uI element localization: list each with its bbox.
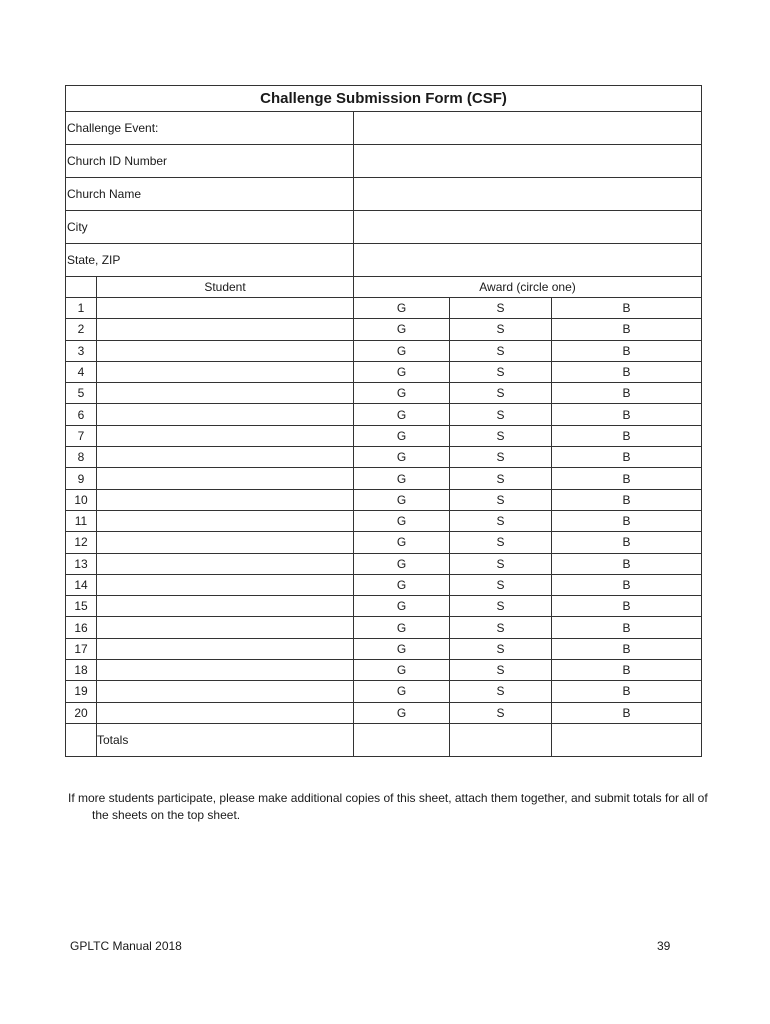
table-row	[66, 447, 702, 468]
row-number: 14	[66, 574, 97, 595]
award-silver-option[interactable]: S	[450, 468, 552, 489]
footer-page-number: 39	[657, 939, 671, 953]
field-entry[interactable]	[354, 178, 702, 211]
table-row	[66, 596, 702, 617]
field-label: State, ZIP	[66, 244, 354, 277]
award-bronze-option[interactable]: B	[552, 681, 702, 702]
field-entry[interactable]	[354, 145, 702, 178]
award-silver-option[interactable]: S	[450, 617, 552, 638]
award-silver-option[interactable]: S	[450, 681, 552, 702]
student-name-cell[interactable]	[97, 383, 354, 404]
student-name-cell[interactable]	[97, 532, 354, 553]
field-entry[interactable]	[354, 112, 702, 145]
totals-row	[66, 723, 702, 756]
award-bronze-option[interactable]: B	[552, 489, 702, 510]
award-gold-option[interactable]: G	[354, 702, 450, 723]
award-bronze-option[interactable]: B	[552, 383, 702, 404]
row-number-header	[66, 277, 97, 298]
award-silver-option[interactable]: S	[450, 510, 552, 531]
student-name-cell[interactable]	[97, 596, 354, 617]
award-gold-option[interactable]: G	[354, 489, 450, 510]
row-number: 11	[66, 510, 97, 531]
award-silver-option[interactable]: S	[450, 340, 552, 361]
row-number: 9	[66, 468, 97, 489]
award-silver-option[interactable]: S	[450, 383, 552, 404]
field-label: Church Name	[66, 178, 354, 211]
row-number: 20	[66, 702, 97, 723]
award-gold-option[interactable]: G	[354, 681, 450, 702]
table-row	[66, 404, 702, 425]
student-name-cell[interactable]	[97, 681, 354, 702]
student-name-cell[interactable]	[97, 319, 354, 340]
table-row	[66, 617, 702, 638]
table-row	[66, 574, 702, 595]
award-bronze-option[interactable]: B	[552, 468, 702, 489]
award-silver-option[interactable]: S	[450, 319, 552, 340]
field-row	[66, 145, 702, 178]
award-bronze-option[interactable]: B	[552, 660, 702, 681]
award-gold-option[interactable]: G	[354, 532, 450, 553]
award-bronze-option[interactable]: B	[552, 510, 702, 531]
field-row	[66, 178, 702, 211]
table-row	[66, 510, 702, 531]
student-name-cell[interactable]	[97, 660, 354, 681]
field-row	[66, 244, 702, 277]
award-silver-option[interactable]: S	[450, 404, 552, 425]
award-bronze-option[interactable]: B	[552, 340, 702, 361]
award-silver-option[interactable]: S	[450, 574, 552, 595]
row-number: 16	[66, 617, 97, 638]
field-entry[interactable]	[354, 211, 702, 244]
award-bronze-option[interactable]: B	[552, 553, 702, 574]
table-row	[66, 383, 702, 404]
totals-silver-cell[interactable]	[450, 723, 552, 756]
student-name-cell[interactable]	[97, 617, 354, 638]
award-bronze-option[interactable]: B	[552, 638, 702, 659]
student-name-cell[interactable]	[97, 553, 354, 574]
table-row	[66, 553, 702, 574]
award-silver-option[interactable]: S	[450, 425, 552, 446]
table-row	[66, 361, 702, 382]
student-name-cell[interactable]	[97, 489, 354, 510]
award-gold-option[interactable]: G	[354, 574, 450, 595]
award-gold-option[interactable]: G	[354, 383, 450, 404]
row-number: 15	[66, 596, 97, 617]
award-bronze-option[interactable]: B	[552, 319, 702, 340]
field-row	[66, 211, 702, 244]
totals-bronze-cell[interactable]	[552, 723, 702, 756]
award-gold-option[interactable]: G	[354, 468, 450, 489]
row-number: 2	[66, 319, 97, 340]
student-name-cell[interactable]	[97, 468, 354, 489]
footnote: If more students participate, please make additional copies of this sheet, attach them together, and submit totals for all of the sheets on the top sheet.	[68, 791, 708, 822]
award-column-header: Award (circle one)	[354, 277, 702, 298]
row-number: 3	[66, 340, 97, 361]
table-row	[66, 489, 702, 510]
row-number: 13	[66, 553, 97, 574]
row-number: 6	[66, 404, 97, 425]
row-number: 5	[66, 383, 97, 404]
award-bronze-option[interactable]: B	[552, 298, 702, 319]
table-row	[66, 638, 702, 659]
award-bronze-option[interactable]: B	[552, 574, 702, 595]
student-name-cell[interactable]	[97, 574, 354, 595]
award-silver-option[interactable]: S	[450, 447, 552, 468]
award-gold-option[interactable]: G	[354, 617, 450, 638]
student-name-cell[interactable]	[97, 702, 354, 723]
table-row	[66, 340, 702, 361]
row-number: 7	[66, 425, 97, 446]
student-name-cell[interactable]	[97, 404, 354, 425]
award-bronze-option[interactable]: B	[552, 596, 702, 617]
student-name-cell[interactable]	[97, 340, 354, 361]
award-gold-option[interactable]: G	[354, 298, 450, 319]
table-row	[66, 468, 702, 489]
student-name-cell[interactable]	[97, 298, 354, 319]
award-gold-option[interactable]: G	[354, 319, 450, 340]
award-silver-option[interactable]: S	[450, 660, 552, 681]
row-number: 8	[66, 447, 97, 468]
form-title: Challenge Submission Form (CSF)	[66, 86, 702, 112]
student-name-cell[interactable]	[97, 510, 354, 531]
award-gold-option[interactable]: G	[354, 361, 450, 382]
table-row	[66, 532, 702, 553]
award-gold-option[interactable]: G	[354, 638, 450, 659]
row-number: 18	[66, 660, 97, 681]
row-number: 19	[66, 681, 97, 702]
field-label: City	[66, 211, 354, 244]
student-name-cell[interactable]	[97, 638, 354, 659]
award-silver-option[interactable]: S	[450, 489, 552, 510]
row-number: 10	[66, 489, 97, 510]
table-row	[66, 298, 702, 319]
student-name-cell[interactable]	[97, 425, 354, 446]
award-silver-option[interactable]: S	[450, 553, 552, 574]
totals-label: Totals	[97, 723, 354, 756]
award-bronze-option[interactable]: B	[552, 702, 702, 723]
row-number: 12	[66, 532, 97, 553]
totals-blank-cell	[66, 723, 97, 756]
award-bronze-option[interactable]: B	[552, 425, 702, 446]
award-bronze-option[interactable]: B	[552, 532, 702, 553]
award-gold-option[interactable]: G	[354, 553, 450, 574]
challenge-submission-form	[65, 85, 702, 757]
award-gold-option[interactable]: G	[354, 340, 450, 361]
award-gold-option[interactable]: G	[354, 425, 450, 446]
row-number: 4	[66, 361, 97, 382]
table-row	[66, 681, 702, 702]
award-bronze-option[interactable]: B	[552, 447, 702, 468]
award-silver-option[interactable]: S	[450, 638, 552, 659]
table-row	[66, 425, 702, 446]
award-silver-option[interactable]: S	[450, 702, 552, 723]
award-silver-option[interactable]: S	[450, 532, 552, 553]
footer-manual-title: GPLTC Manual 2018	[70, 939, 182, 953]
field-label: Challenge Event:	[66, 112, 354, 145]
award-bronze-option[interactable]: B	[552, 361, 702, 382]
row-number: 17	[66, 638, 97, 659]
student-column-header: Student	[97, 277, 354, 298]
award-bronze-option[interactable]: B	[552, 404, 702, 425]
award-silver-option[interactable]: S	[450, 298, 552, 319]
award-silver-option[interactable]: S	[450, 361, 552, 382]
award-gold-option[interactable]: G	[354, 596, 450, 617]
award-gold-option[interactable]: G	[354, 447, 450, 468]
table-row	[66, 660, 702, 681]
field-row	[66, 112, 702, 145]
award-gold-option[interactable]: G	[354, 660, 450, 681]
column-header-row	[66, 277, 702, 298]
award-gold-option[interactable]: G	[354, 404, 450, 425]
totals-gold-cell[interactable]	[354, 723, 450, 756]
row-number: 1	[66, 298, 97, 319]
table-row	[66, 319, 702, 340]
table-row	[66, 702, 702, 723]
award-bronze-option[interactable]: B	[552, 617, 702, 638]
field-entry[interactable]	[354, 244, 702, 277]
award-gold-option[interactable]: G	[354, 510, 450, 531]
award-silver-option[interactable]: S	[450, 596, 552, 617]
student-name-cell[interactable]	[97, 361, 354, 382]
student-name-cell[interactable]	[97, 447, 354, 468]
field-label: Church ID Number	[66, 145, 354, 178]
